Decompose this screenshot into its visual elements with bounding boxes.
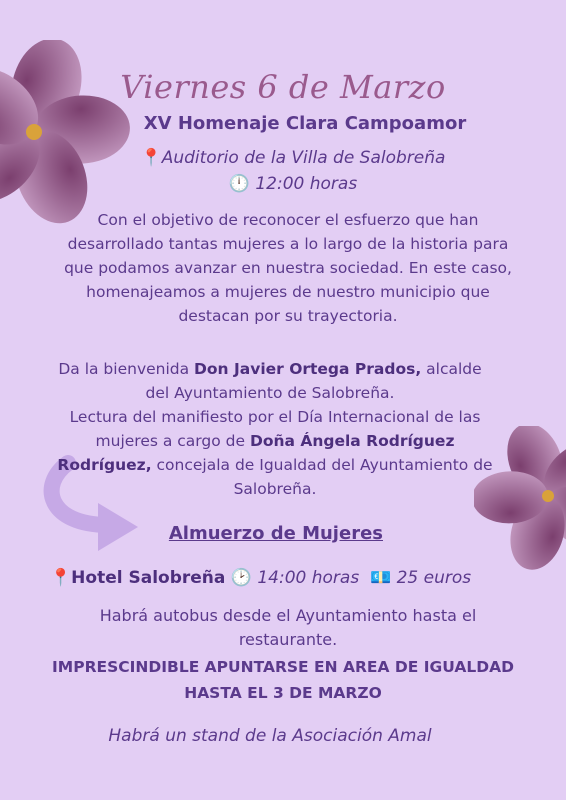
welcome-paragraph [50, 357, 490, 405]
time-line [0, 174, 566, 194]
lunch-title [0, 523, 383, 544]
reading-prefix: Lectura del manifiesto por el Día Internacional de las mujeres a cargo de [69, 408, 481, 450]
clock-icon: 🕛 [228, 174, 250, 194]
lunch-price: 25 euros [396, 568, 472, 588]
welcome-name: Don Javier Ortega Prados, [194, 360, 422, 378]
event-subtitle: XV Homenaje Clara Campoamor [143, 113, 467, 134]
clock-icon: 🕑 [230, 568, 252, 588]
lunch-details [50, 568, 510, 588]
reading-suffix: concejala de Igualdad del Ayuntamiento de Salobreña. [151, 456, 493, 498]
reading-paragraph [50, 405, 500, 501]
pin-icon: 📍 [50, 568, 72, 588]
bus-note: Habrá autobus desde el Ayuntamiento hasta el restaurante. [99, 606, 477, 649]
time-text: 12:00 horas [255, 174, 358, 194]
venue-line [0, 148, 566, 168]
description-paragraph: Con el objetivo de reconocer el esfuerzo que han desarrollado tantas mujeres a lo largo de la historia para que podamos avanzar en nuestra sociedad. En este caso, homenajeamos a mujeres de nuestro municipio que destacan por su trayectoria. [64, 211, 512, 325]
reading-name: Doña Ángela Rodríguez Rodríguez, [57, 432, 455, 474]
welcome-suffix: alcalde del Ayuntamiento de Salobreña. [145, 360, 482, 402]
welcome-prefix: Da la bienvenida [58, 360, 195, 378]
event-date-title: Viernes 6 de Marzo [120, 68, 446, 106]
pin-icon: 📍 [140, 148, 162, 168]
venue-text: Auditorio de la Villa de Salobreña [161, 148, 446, 168]
lunch-time: 14:00 horas [257, 568, 360, 588]
lunch-title-text: Almuerzo de Mujeres [168, 523, 383, 544]
money-icon: 💶 [370, 568, 392, 588]
lunch-place: Hotel Salobreña [71, 568, 226, 588]
registration-notice: IMPRESCINDIBLE APUNTARSE EN AREA DE IGUALDAD HASTA EL 3 DE MARZO [52, 658, 514, 702]
stand-note: Habrá un stand de la Asociación Amal [108, 726, 432, 746]
